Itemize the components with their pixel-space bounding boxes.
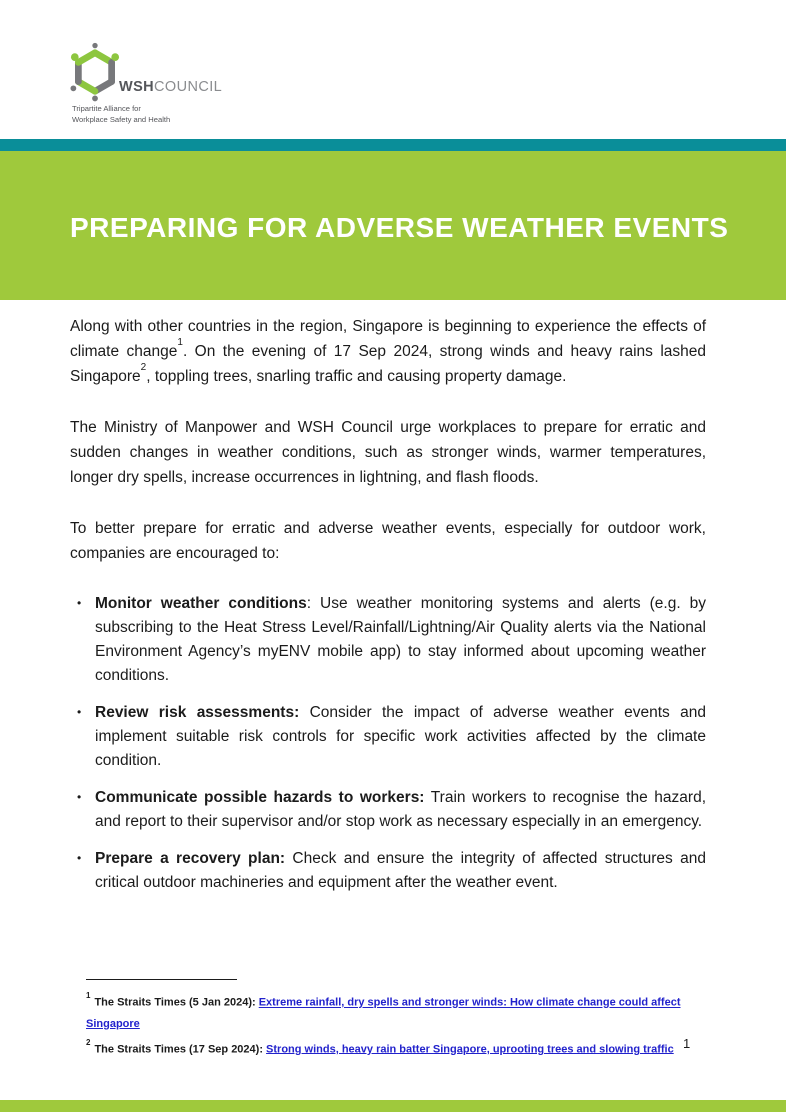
- page-title: PREPARING FOR ADVERSE WEATHER EVENTS: [70, 212, 729, 243]
- list-item-review-risk: [70, 701, 706, 773]
- body-content: [70, 314, 706, 908]
- bullet-label: Prepare a recovery plan:: [95, 850, 286, 867]
- intro-text-mid: . On the evening of 17 Sep 2024, strong winds and heavy rains lashed Singapore: [70, 343, 706, 385]
- bullet-text: Check and ensure the integrity of affected structures and critical outdoor machineries and equipment after the weather event.: [95, 850, 706, 891]
- intro-text-post: , toppling trees, snarling traffic and causing property damage.: [146, 368, 567, 385]
- footnote-marker: 1: [86, 991, 91, 1000]
- footnote-link-climate-change[interactable]: Extreme rainfall, dry spells and stronger winds: How climate change could affect Singapore: [86, 996, 681, 1030]
- footnote-source: The Straits Times (17 Sep 2024):: [94, 1043, 267, 1056]
- page-number: 1: [683, 1036, 691, 1051]
- bullet-label: Review risk assessments:: [95, 704, 300, 721]
- mom-wsh-paragraph: The Ministry of Manpower and WSH Council urge workplaces to prepare for erratic and sudden changes in weather conditions, such as stronger winds, warmer temperatures, longer dry spells, increase occurrences in lightning, and flash floods.: [70, 419, 706, 486]
- bullet-icon: •: [77, 596, 82, 610]
- footnotes: [86, 988, 726, 1060]
- intro-text-pre: Along with other countries in the region, Singapore is beginning to experience the effects of climate change: [70, 318, 706, 360]
- footnote-1: [86, 988, 726, 1035]
- list-item-recovery-plan: [70, 847, 706, 895]
- footnote-link-strong-winds[interactable]: Strong winds, heavy rain batter Singapore, uprooting trees and slowing traffic: [266, 1043, 674, 1056]
- intro-paragraph: [70, 314, 706, 389]
- bullet-icon: •: [77, 790, 82, 804]
- list-item-monitor-weather: [70, 592, 706, 688]
- footer-green-bar: [0, 1100, 786, 1112]
- logo-wordmark-wsh: WSH: [119, 79, 155, 95]
- prepare-paragraph: To better prepare for erratic and adverse weather events, especially for outdoor work, companies are encouraged to:: [70, 520, 706, 562]
- logo-tagline-line2: Workplace Safety and Health: [72, 114, 171, 124]
- logo-wordmark-council: COUNCIL: [154, 79, 223, 95]
- footnote-ref-2: 2: [140, 361, 147, 373]
- footnote-ref-1: 1: [177, 336, 183, 348]
- footnote-separator: [86, 979, 237, 980]
- bullet-icon: •: [77, 851, 82, 865]
- logo-wordmark: [119, 79, 222, 95]
- bullet-text: Train workers to recognise the hazard, and report to their supervisor and/or stop work as necessary especially in an emergency.: [95, 789, 707, 830]
- logo-tagline: [72, 104, 170, 125]
- title-banner: [0, 151, 786, 300]
- wsh-council-logo-icon: [70, 40, 120, 109]
- footnote-source: The Straits Times (5 Jan 2024):: [94, 996, 259, 1009]
- bullet-text: : Use weather monitoring systems and alerts (e.g. by subscribing to the Heat Stress Level/Rainfall/Lightning/Air Quality alerts via the National Environment Agency’s myENV mobile app) to stay informed about upcoming weather conditions.: [95, 595, 706, 684]
- bullet-text: Consider the impact of adverse weather events and implement suitable risk controls for specific work activities affected by the climate condition.: [95, 704, 706, 769]
- teal-accent-strip: [0, 139, 786, 151]
- recommendations-list: [70, 592, 706, 895]
- bullet-label: Monitor weather conditions: [95, 595, 307, 612]
- footnote-2: [86, 1035, 726, 1061]
- footnote-marker: 2: [86, 1037, 91, 1047]
- bullet-label: Communicate possible hazards to workers:: [95, 789, 425, 806]
- bullet-icon: •: [77, 705, 82, 719]
- logo-tagline-line1: Tripartite Alliance for: [72, 104, 141, 113]
- hexagon-molecule-icon: [70, 40, 120, 104]
- list-item-communicate-hazards: [70, 786, 706, 834]
